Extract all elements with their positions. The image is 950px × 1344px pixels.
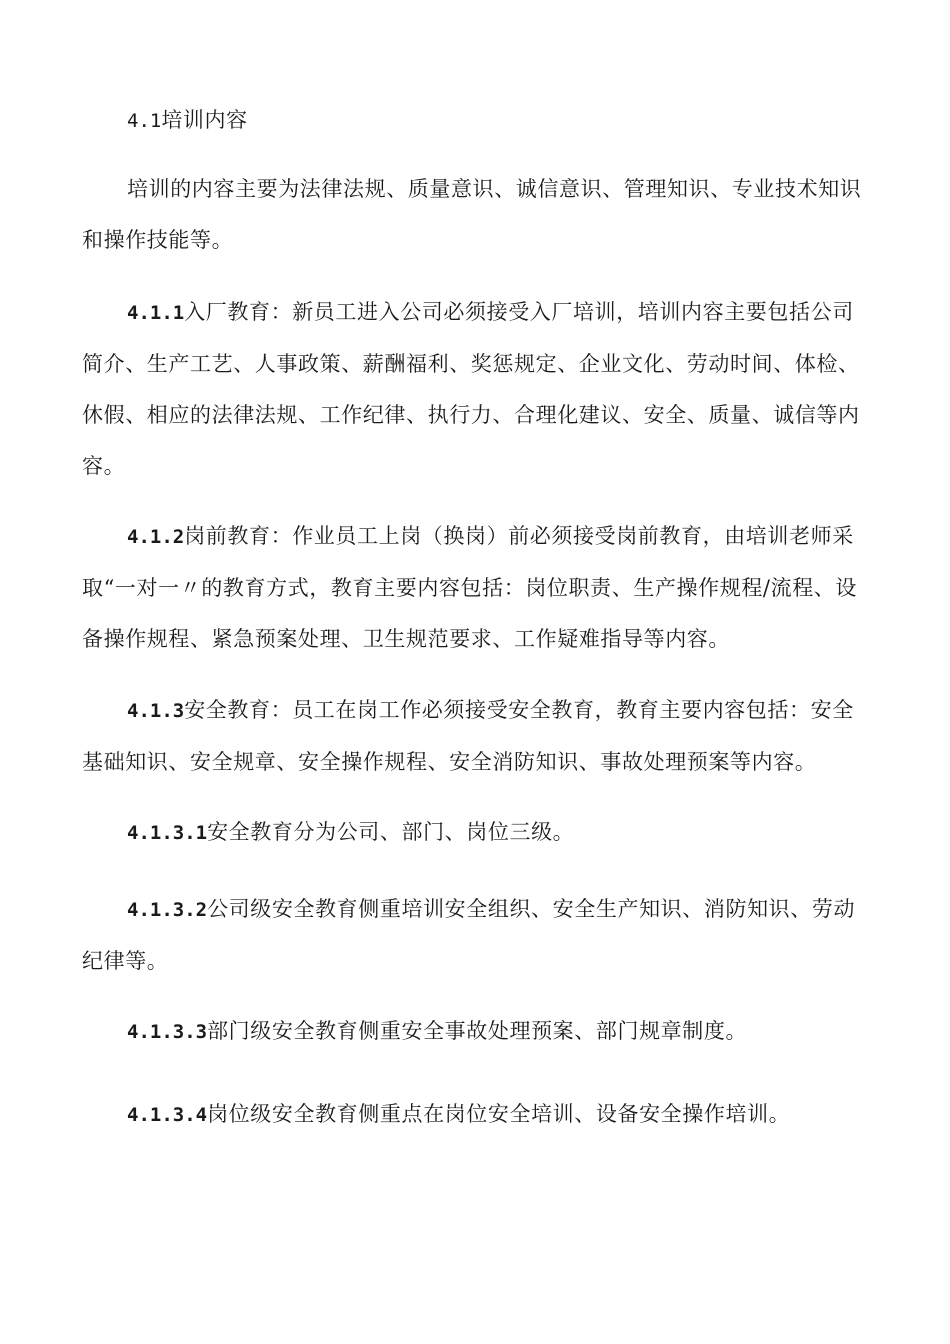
paragraph-text: 部门级安全教育侧重安全事故处理预案、部门规章制度。 <box>207 1019 748 1043</box>
section-number: 4.1.3.3 <box>127 1021 208 1043</box>
paragraph-training-content <box>82 164 862 266</box>
paragraph-text: 培训的内容主要为法律法规、质量意识、诚信意识、管理知识、专业技术知识和操作技能等。 <box>82 177 862 252</box>
paragraph-text: 公司级安全教育侧重培训安全组织、安全生产知识、消防知识、劳动纪律等。 <box>82 897 856 973</box>
paragraph-text: 安全教育：员工在岗工作必须接受安全教育，教育主要内容包括：安全基础知识、安全规章、安全操作规程、安全消防知识、事故处理预案等内容。 <box>82 698 854 774</box>
section-number: 4.1.3.2 <box>127 899 208 921</box>
paragraph-text: 岗前教育：作业员工上岗（换岗）前必须接受岗前教育，由培训老师采取“一对一〃的教育方式，教育主要内容包括：岗位职责、生产操作规程/流程、设备操作规程、紧急预案处理、卫生规范要求、工作疑难指导等内容。 <box>82 524 858 651</box>
paragraph-4-1-3-4 <box>82 1089 862 1141</box>
paragraph-4-1-3-2 <box>82 884 862 987</box>
paragraph-text: 岗位级安全教育侧重点在岗位安全培训、设备安全操作培训。 <box>207 1102 791 1126</box>
paragraph-text: 入厂教育：新员工进入公司必须接受入厂培训，培训内容主要包括公司简介、生产工艺、人事政策、薪酬福利、奖惩规定、企业文化、劳动时间、体检、休假、相应的法律法规、工作纪律、执行力、合理化建议、安全、质量、诚信等内容。 <box>82 300 860 478</box>
paragraph-text: 安全教育分为公司、部门、岗位三级。 <box>207 820 575 844</box>
paragraph-4-1-3-3 <box>82 1006 862 1058</box>
paragraph-4-1-1 <box>82 287 862 492</box>
paragraph-4-1-3 <box>82 685 862 788</box>
section-heading-4-1 <box>82 95 862 147</box>
section-number: 4.1.2 <box>127 526 185 548</box>
section-number: 4.1.3.4 <box>127 1104 208 1126</box>
section-number: 4.1.1 <box>127 302 185 324</box>
section-heading-text: 培训内容 <box>161 108 248 132</box>
section-number: 4.1.3.1 <box>127 822 208 844</box>
paragraph-4-1-2 <box>82 511 862 665</box>
section-number: 4.1.3 <box>127 700 185 722</box>
section-number: 4.1 <box>127 110 162 132</box>
paragraph-4-1-3-1 <box>82 807 862 859</box>
